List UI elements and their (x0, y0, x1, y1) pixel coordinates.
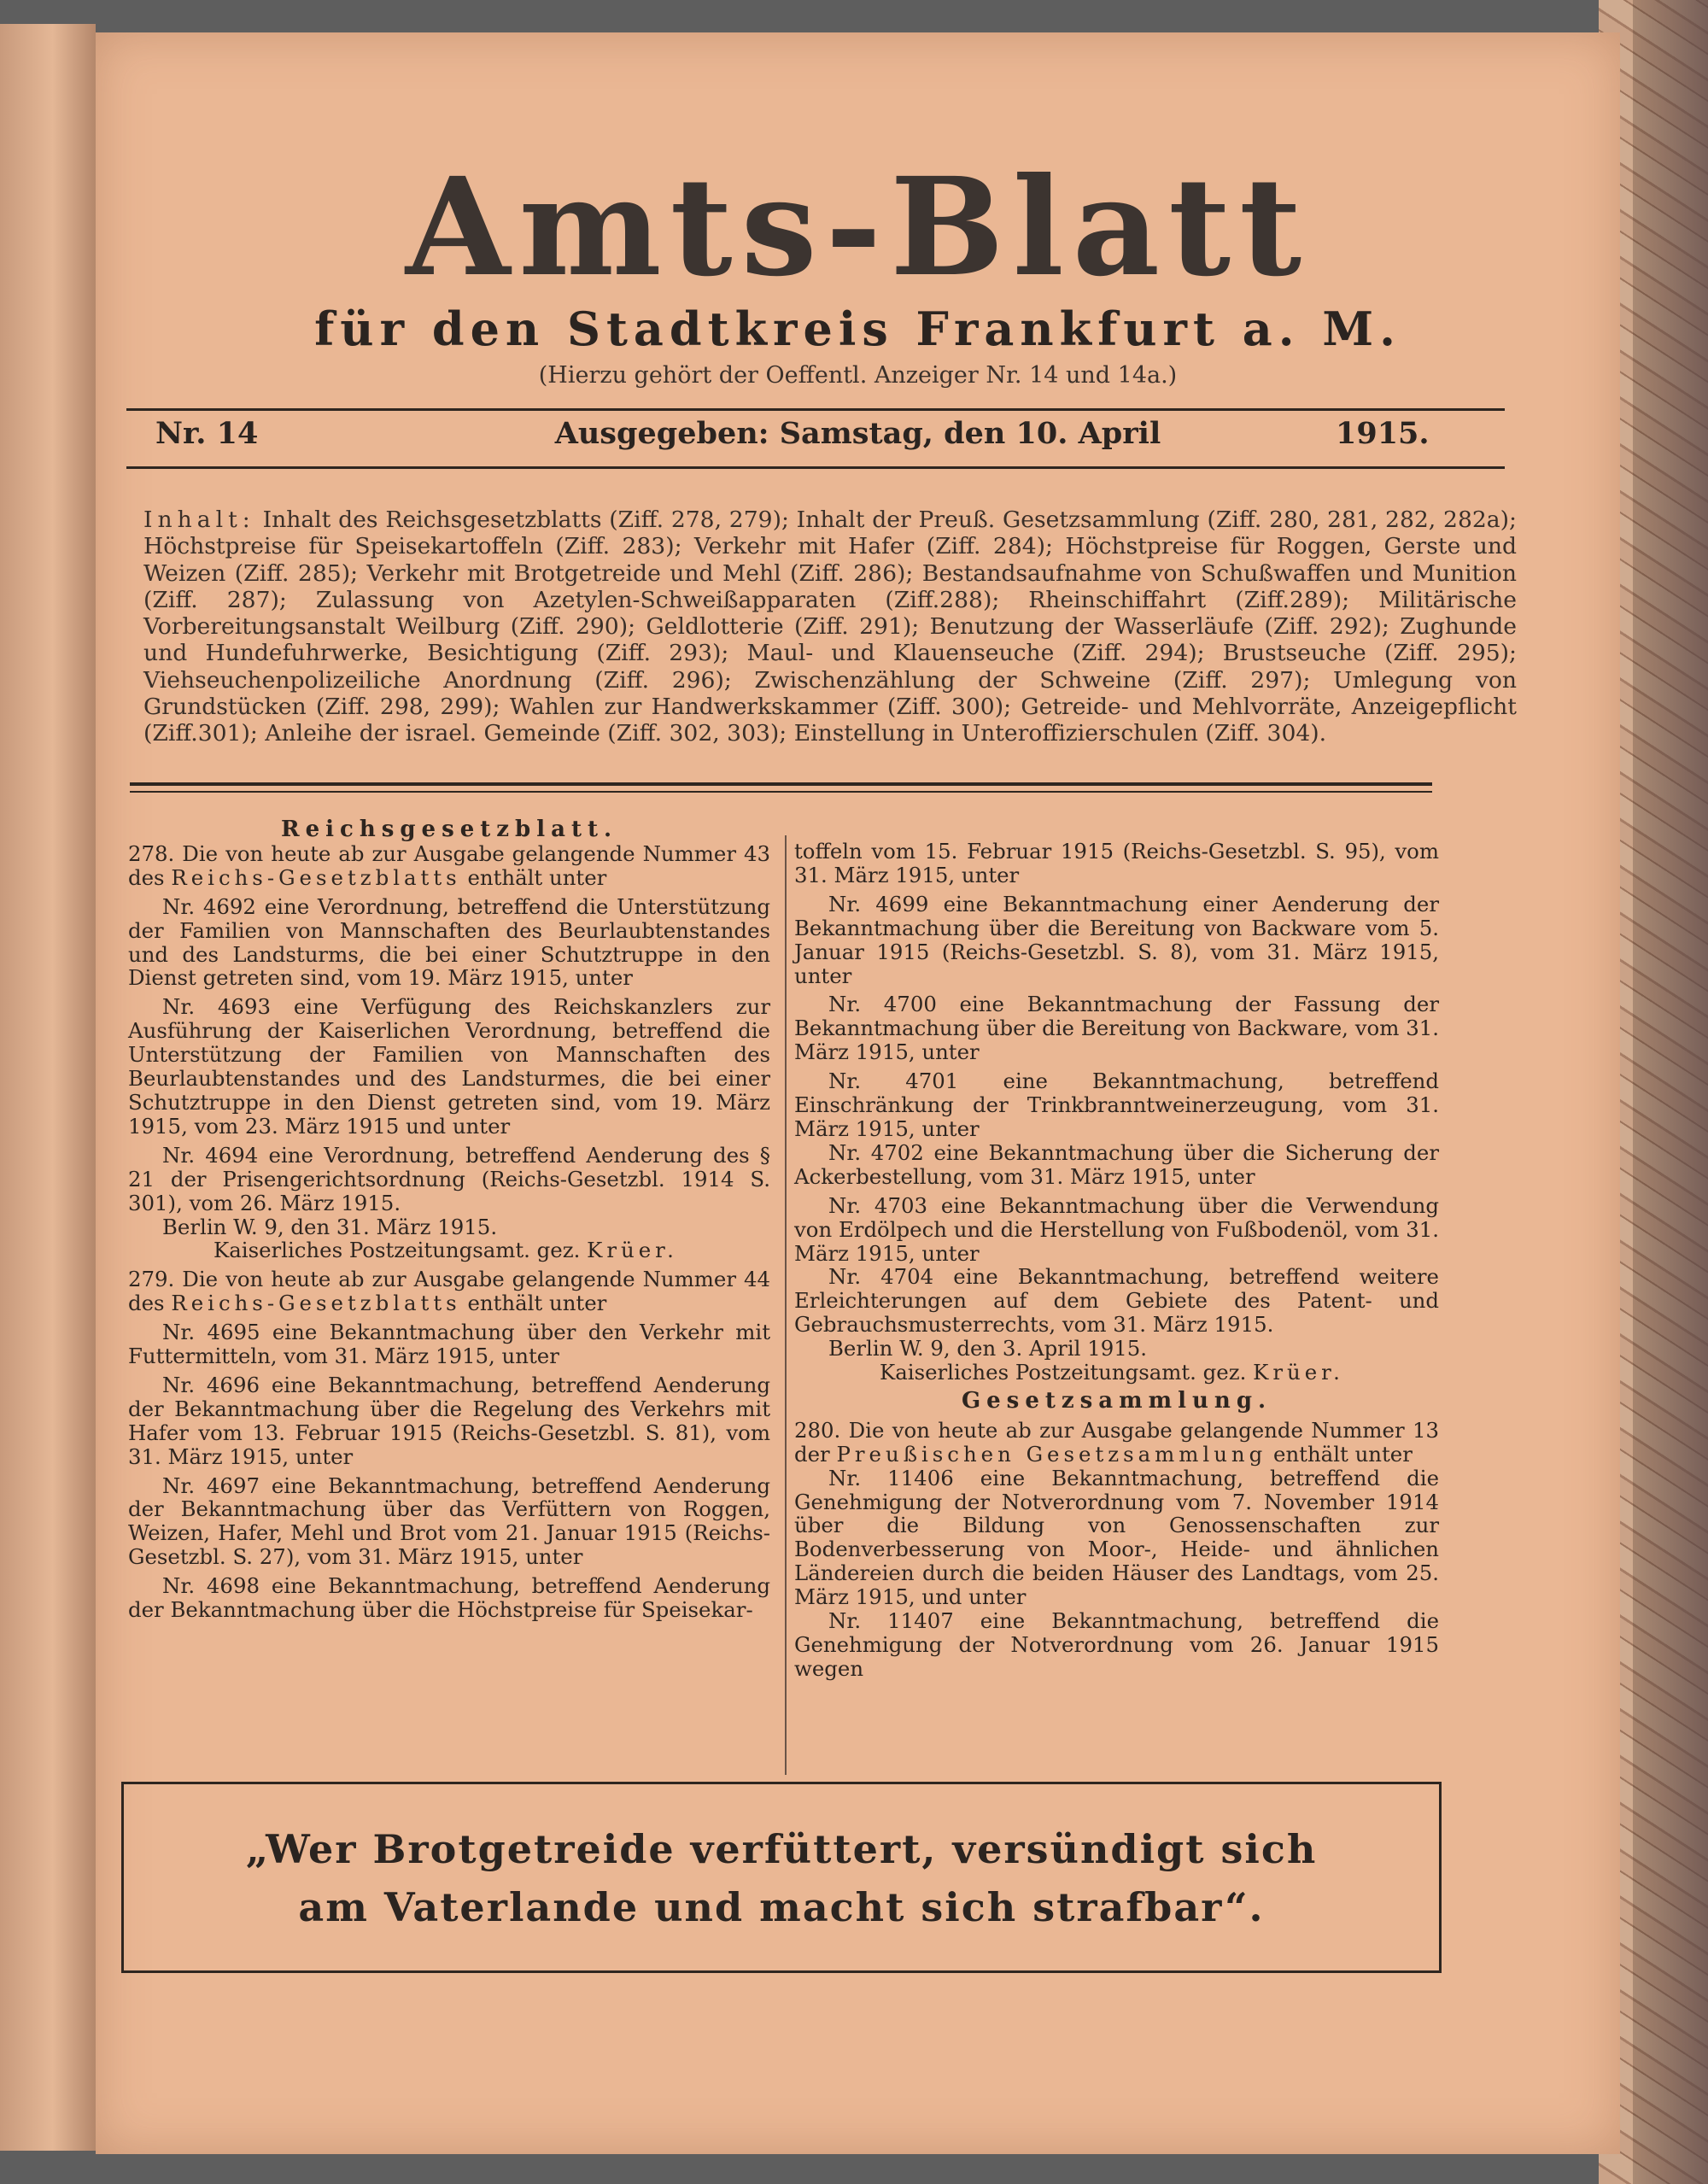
entry-4702: Nr. 4702 eine Bekanntmachung über die Sicherung der Ackerbestellung, vom 31. März 1915, unter (794, 1139, 1439, 1189)
entry-4698: Nr. 4698 eine Bekanntmachung, betreffend Aenderung der Bekanntmachung über die Höchstpreise für Speisekar- (128, 1573, 770, 1623)
issue-date: Ausgegeben: Samstag, den 10. April (554, 416, 1161, 451)
right-column (794, 840, 1439, 1681)
entry-4695: Nr. 4695 eine Bekanntmachung über den Verkehr mit Futtermitteln, vom 31. März 1915, unter (128, 1320, 770, 1369)
entry-4703: Nr. 4703 eine Bekanntmachung über die Verwendung von Erdölpech und die Herstellung von Fußbodenöl, vom 31. März 1915, unter (794, 1192, 1439, 1266)
berlin-date-2: Berlin W. 9, den 3. April 1915. (828, 1336, 1148, 1361)
newspaper-page (96, 32, 1620, 2154)
header-rule-bottom (126, 466, 1505, 469)
contents-text: Inhalt des Reichsgesetzblatts (Ziff. 278, 279); Inhalt der Preuß. Gesetzsammlung (Ziff. 280, 281, 282, 282a); Höchstpreise für Speisekartoffeln (Ziff. 283); Verkehr mit Hafer (Ziff. 284); Höchstpreise für Roggen, Gerste und Weizen (Ziff. 285); Verkehr mit Brotgetreide und Mehl (Ziff. 286); Bestandsaufnahme von Schußwaffen und Munition (Ziff. 287); Zulassung von Azetylen-Schweißapparaten (Ziff.288); Rheinschiffahrt (Ziff.289); Militärische Vorbereitungsanstalt Weilburg (Ziff. 290); Geldlotterie (Ziff. 291); Benutzung der Wasserläufe (Ziff. 292); Zughunde und Hundefuhrwerke, Besichtigung (Ziff. 293); Maul- und Klauenseuche (Ziff. 294); Brustseuche (Ziff. 295); Viehseuchenpolizeiliche Anordnung (Ziff. 296); Zwischenzählung der Schweine (Ziff. 297); Umlegung von Grundstücken (Ziff. 298, 299); Wahlen zur Handwerkskammer (Ziff. 300); Getreide- und Mehlvorräte, Anzeigepflicht (Ziff.301); Anleihe der israel. Gemeinde (Ziff. 302, 303); Einstellung in Unteroffizierschulen (Ziff. 304). (143, 506, 1517, 747)
entry-4701: Nr. 4701 eine Bekanntmachung, betreffend Einschränkung der Trinkbranntweinerzeugung, vom 31. März 1915, unter (794, 1069, 1439, 1141)
column-divider (785, 835, 787, 1775)
entry-4699: Nr. 4699 eine Bekanntmachung einer Aenderung der Bekanntmachung über die Bereitung von Backware vom 5. Januar 1915 (Reichs-Gesetzbl. S. 8), vom 31. März 1915, unter (794, 891, 1439, 988)
left-column (128, 818, 770, 1622)
entry-4694: Nr. 4694 eine Verordnung, betreffend Aenderung des § 21 der Prisengerichtsordnung (Reichs-Gesetzbl. 1914 S. 301), vom 26. März 1915. (128, 1142, 770, 1215)
reichsgesetzblatt-heading: Reichsgesetzblatt. (280, 817, 618, 842)
entry-11406: Nr. 11406 eine Bekanntmachung, betreffend die Genehmigung der Notverordnung vom 7. November 1914 über die Bildung von Genossenschaften zur Bodenverbesserung von Moor-, Heide- und ähnlichen Ländereien durch die beiden Häuser des Landtags, vom 25. März 1915, und unter (794, 1465, 1439, 1610)
header-rule-top (126, 408, 1505, 411)
masthead-title: Amts-Blatt (405, 149, 1311, 307)
warning-line-1: „Wer Brotgetreide verfüttert, versündigt sich (245, 1826, 1318, 1872)
masthead-subtitle: für den Stadtkreis Frankfurt a. M. (314, 302, 1401, 356)
warning-line-2: am Vaterlande und macht sich strafbar“. (298, 1884, 1265, 1930)
section-278: 278. Die von heute ab zur Ausgabe gelangende Nummer 43 des Reichs-Gesetzblatts enthält unter (128, 840, 770, 890)
contents-label: Inhalt: (143, 506, 255, 533)
signature-1: Kaiserliches Postzeitungsamt. gez. Krüer. (214, 1238, 678, 1263)
entry-4692: Nr. 4692 eine Verordnung, betreffend die Unterstützung der Familien von Mannschaften des Beurlaubtenstandes und des Landsturms, die bei einer Schutztruppe in den Dienst getreten sind, vom 19. März 1915, unter (128, 893, 770, 991)
issue-year: 1915. (1336, 416, 1430, 451)
gesetzsammlung-heading: Gesetzsammlung. (961, 1387, 1272, 1414)
berlin-date-1: Berlin W. 9, den 31. März 1915. (162, 1214, 498, 1239)
entry-11407: Nr. 11407 eine Bekanntmachung, betreffend die Genehmigung der Notverordnung vom 26. Januar 1915 wegen (794, 1608, 1439, 1681)
warning-banner-text (124, 1820, 1439, 1936)
issue-number: Nr. 14 (155, 416, 259, 451)
book-binding-edge (1633, 0, 1708, 2184)
contents-rule-1 (130, 782, 1432, 786)
section-279: 279. Die von heute ab zur Ausgabe gelangende Nummer 44 des Reichs-Gesetzblatts enthält unter (128, 1267, 770, 1316)
entry-4697: Nr. 4697 eine Bekanntmachung, betreffend Aenderung der Bekanntmachung über das Verfüttern von Roggen, Weizen, Hafer, Mehl und Brot vom 21. Januar 1915 (Reichs-Gesetzbl. S. 27), vom 31. März 1915, unter (128, 1473, 770, 1570)
entry-4700: Nr. 4700 eine Bekanntmachung der Fassung der Bekanntmachung über die Bereitung von Backware, vom 31. März 1915, unter (794, 992, 1439, 1065)
entry-4693: Nr. 4693 eine Verfügung des Reichskanzlers zur Ausführung der Kaiserlichen Verordnung, betreffend die Unterstützung der Familien von Mannschaften des Beurlaubtenstandes und des Landsturmes, die bei einer Schutztruppe in den Dienst getreten sind, vom 19. März 1915, vom 23. März 1915 und unter (128, 994, 770, 1139)
entry-4696: Nr. 4696 eine Bekanntmachung, betreffend Aenderung der Bekanntmachung über die Regelung des Verkehrs mit Hafer vom 13. Februar 1915 (Reichs-Gesetzbl. S. 81), vom 31. März 1915, unter (128, 1372, 770, 1469)
entry-4698-continued: toffeln vom 15. Februar 1915 (Reichs-Gesetzbl. S. 95), vom 31. März 1915, unter (794, 839, 1439, 887)
masthead-note: (Hierzu gehört der Oeffentl. Anzeiger Nr. 14 und 14a.) (538, 362, 1178, 389)
section-280: 280. Die von heute ab zur Ausgabe gelangende Nummer 13 der Preußischen Gesetzsammlung enthält unter (794, 1417, 1439, 1467)
entry-4704: Nr. 4704 eine Bekanntmachung, betreffend weitere Erleichterungen auf dem Gebiete des Patent- und Gebrauchsmusterrechts, vom 31. März 1915. (794, 1264, 1439, 1338)
table-of-contents (143, 506, 1517, 747)
left-page-edge (0, 24, 96, 2151)
warning-banner (121, 1782, 1442, 1973)
signature-2: Kaiserliches Postzeitungsamt. gez. Krüer. (880, 1360, 1344, 1385)
contents-rule-2 (130, 791, 1432, 793)
